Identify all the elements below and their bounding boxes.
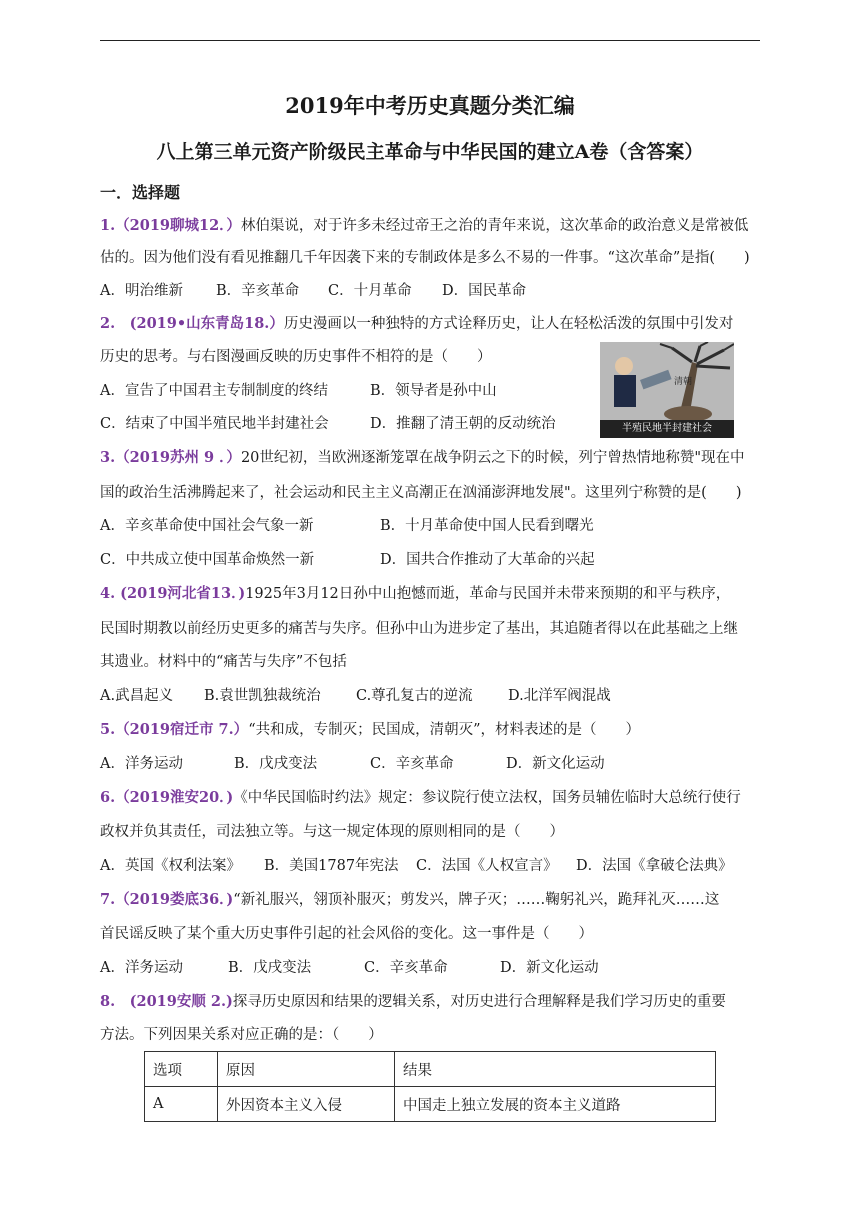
option-a: A．宣告了中国君主专制制度的终结 (100, 383, 328, 399)
option-b: B．辛亥革命 (216, 283, 300, 299)
question-1-line-2: 估的。因为他们没有看见推翻几千年因袭下来的专制政体是多么不易的一件事。“这次革命”是指( ) (100, 250, 750, 266)
question-6-source: 6.（2019淮安20．) (100, 789, 234, 806)
question-8-source: 8. (2019安顺 2.) (100, 993, 233, 1010)
table-header-cell: 选项 (145, 1052, 218, 1087)
section-heading: 一．选择题 (100, 183, 181, 202)
option-a: A．明治维新 (100, 283, 183, 299)
question-7-source: 7.（2019娄底36．) (100, 891, 234, 908)
question-4-line-2: 民国时期教以前经历史更多的痛苦与失序。但孙中山为进步定了基出，其追随者得以在此基础之上继 (100, 621, 738, 637)
question-4-source: 4. (2019河北省13．) (100, 585, 246, 602)
option-b: B．十月革命使中国人民看到曙光 (380, 518, 594, 534)
table-cell: 中国走上独立发展的资本主义道路 (395, 1087, 716, 1122)
table-cell: A (145, 1087, 218, 1122)
option-c: C．辛亥革命 (370, 756, 454, 772)
answer-table (144, 1051, 716, 1122)
option-b: B.袁世凯独裁统治 (204, 688, 321, 704)
option-c: C．结束了中国半殖民地半封建社会 (100, 416, 329, 432)
table-header-cell: 原因 (218, 1052, 395, 1087)
table-cell: 外因资本主义入侵 (218, 1087, 395, 1122)
question-2-options-row-2 (100, 414, 556, 434)
option-b: B．戊戌变法 (228, 960, 312, 976)
option-d: D．法国《拿破仑法典》 (576, 858, 733, 874)
question-3-line-1: 3.（2019苏州 9 ．）20世纪初，当欧洲逐渐笼罩在战争阴云之下的时候，列宁曾热情地称赞"现在中 (100, 449, 745, 466)
question-4-line-1: 4. (2019河北省13．)1925年3月12日孙中山抱憾而逝，革命与民国并未带来预期的和平与秩序， (100, 585, 731, 602)
question-2-line-1: 2. (2019•山东青岛18.）历史漫画以一种独特的方式诠释历史，让人在轻松活泼的氛围中引发对 (100, 315, 734, 332)
header-rule (100, 40, 760, 41)
option-a: A．洋务运动 (100, 756, 183, 772)
document-title: 2019年中考历史真题分类汇编 (285, 93, 575, 118)
question-6-line-1: 6.（2019淮安20．)《中华民国临时约法》规定：参议院行使立法权，国务员辅佐临时大总统行使行 (100, 789, 741, 806)
question-5-source: 5.（2019宿迁市 7.） (100, 721, 249, 738)
option-b: B．戊戌变法 (234, 756, 318, 772)
question-8-line-2: 方法。下列因果关系对应正确的是：（ ） (100, 1027, 383, 1043)
option-c: C．法国《人权宣言》 (416, 858, 558, 874)
question-1-options (100, 281, 526, 301)
option-a: A.武昌起义 (100, 688, 174, 704)
question-2-options-row-1 (100, 381, 497, 401)
table-row (145, 1087, 716, 1122)
question-3-options-row-1 (100, 516, 594, 536)
option-c: C．十月革命 (328, 283, 412, 299)
cartoon-caption: 半殖民地半封建社会 (600, 420, 734, 438)
cartoon-image (600, 342, 734, 438)
question-2-source: 2. (2019•山东青岛18.） (100, 315, 284, 332)
question-7-line-2: 首民谣反映了某个重大历史事件引起的社会风俗的变化。这一事件是（ ） (100, 926, 593, 942)
question-5-options (100, 754, 605, 774)
option-c: C.尊孔复古的逆流 (356, 688, 473, 704)
question-3-line-2: 国的政治生活沸腾起来了，社会运动和民主主义高潮正在汹涌澎湃地发展"。这里列宁称赞的是( ) (100, 485, 742, 501)
question-7-line-1: 7.（2019娄底36．)“新礼服兴，翎顶补服灭；剪发兴，牌子灭；……鞠躬礼兴，跪拜礼灭……这 (100, 891, 720, 908)
question-3-options-row-2 (100, 550, 595, 570)
question-6-options (100, 856, 733, 876)
option-d: D．国共合作推动了大革命的兴起 (380, 552, 595, 568)
option-d: D．推翻了清王朝的反动统治 (370, 416, 556, 432)
option-d: D．新文化运动 (506, 756, 605, 772)
question-7-options (100, 958, 599, 978)
question-1-line-1: 1.（2019聊城12．）林伯渠说，对于许多未经过帝王之治的青年来说，这次革命的政治意义是常被低 (100, 217, 749, 234)
question-8-line-1: 8. (2019安顺 2.)探寻历史原因和结果的逻辑关系，对历史进行合理解释是我们学习历史的重要 (100, 993, 726, 1010)
option-b: B．美国1787年宪法 (264, 858, 399, 874)
option-d: D.北洋军阀混战 (508, 688, 611, 704)
option-a: A．辛亥革命使中国社会气象一新 (100, 518, 314, 534)
question-3-source: 3.（2019苏州 9 ．） (100, 449, 241, 466)
option-b: B．领导者是孙中山 (370, 383, 497, 399)
document-subtitle: 八上第三单元资产阶级民主革命与中华民国的建立A卷（含答案） (156, 141, 704, 163)
question-5-line-1: 5.（2019宿迁市 7.）“共和成，专制灭；民国成，清朝灭”，材料表述的是（ ） (100, 721, 641, 738)
question-1-source: 1.（2019聊城12．） (100, 217, 241, 234)
option-a: A．英国《权利法案》 (100, 858, 241, 874)
question-4-line-3: 其遗业。材料中的“痛苦与失序”不包括 (100, 654, 347, 670)
option-c: C．中共成立使中国革命焕然一新 (100, 552, 315, 568)
option-c: C．辛亥革命 (364, 960, 448, 976)
option-d: D．新文化运动 (500, 960, 599, 976)
option-d: D．国民革命 (442, 283, 527, 299)
option-a: A．洋务运动 (100, 960, 183, 976)
table-header-row (145, 1052, 716, 1087)
question-6-line-2: 政权并负其责任，司法独立等。与这一规定体现的原则相同的是（ ） (100, 824, 564, 840)
svg-text:清朝: 清朝 (674, 377, 693, 387)
question-2-line-2: 历史的思考。与右图漫画反映的历史事件不相符的是（ ） (100, 349, 492, 365)
question-4-options (100, 686, 611, 706)
table-header-cell: 结果 (395, 1052, 716, 1087)
